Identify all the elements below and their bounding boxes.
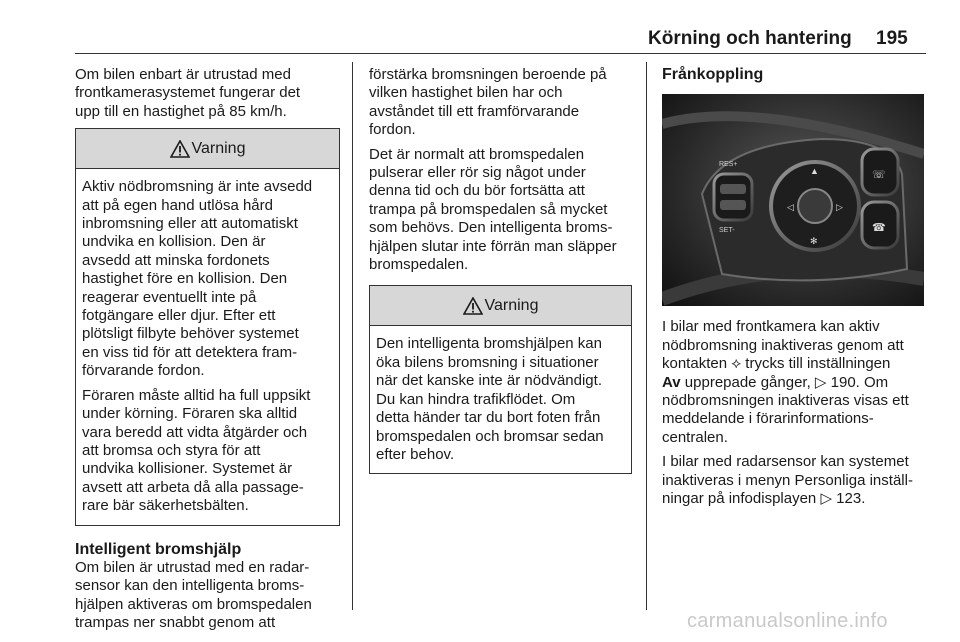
svg-text:▲: ▲ bbox=[810, 166, 819, 177]
page-reference-icon: ▷ bbox=[820, 490, 832, 508]
intro-paragraph: Om bilen enbart är utrustad med frontkamerasystemet fungerar det upp till en hastighet på 85 km/h. bbox=[75, 66, 301, 120]
section-paragraph: Om bilen är utrustad med en radar‐ sensor kan den intelligenta broms‐ hjälpen aktiveras om bromspedalen trampas ner snabbt genom att bbox=[75, 558, 312, 632]
warning-box-1 bbox=[75, 128, 340, 525]
page-title: Körning och hantering bbox=[648, 28, 852, 49]
header-divider bbox=[75, 53, 926, 54]
warning-body bbox=[76, 169, 339, 524]
svg-text:▷: ▷ bbox=[836, 202, 843, 213]
warning-paragraph-1: Aktiv nödbromsning är inte avsedd att på egen hand utlösa hård inbromsning eller att automatiskt undvika en kollision. Den är avsedd att minska fordonets hastighet före en kollision. Den reagerar eventuellt inte på fotgängare eller djur. Efter ett plötsligt filbyte behöver systemet en viss tid för att detektera fram‐ förvarande fordon. bbox=[82, 178, 313, 380]
column-3 bbox=[662, 66, 930, 508]
svg-text:SET-: SET- bbox=[719, 227, 735, 235]
warning-title: Varning bbox=[191, 139, 246, 157]
section-heading: Intelligent bromshjälp bbox=[75, 540, 242, 558]
paragraph-2: Det är normalt att bromspedalen pulserar eller rör sig något under denna tid och du bör fortsätta att trampa på bromspedalen så mycket som behövs. Den intelligenta broms‐ hjälpen slutar inte förrän man släpper bromspedalen. bbox=[369, 145, 617, 274]
section-heading: Frånkoppling bbox=[662, 66, 764, 83]
svg-text:☎: ☎ bbox=[872, 222, 886, 235]
warning-header bbox=[370, 286, 631, 326]
distance-switch-icon: ⟡ bbox=[731, 355, 742, 373]
deactivation-paragraph-2: I bilar med radarsensor kan systemet inaktiveras i menyn Personliga inställ‐ ningar på infodisplayen ▷ 123. bbox=[662, 453, 913, 508]
warning-box-2 bbox=[369, 285, 632, 474]
column-1 bbox=[75, 66, 341, 633]
svg-text:RES+: RES+ bbox=[719, 161, 738, 169]
warning-title: Varning bbox=[484, 296, 539, 314]
svg-text:☏: ☏ bbox=[872, 169, 886, 182]
deactivation-paragraph-1: I bilar med frontkamera kan aktiv nödbromsning inaktiveras genom att kontakten ⟡ trycks till inställningen Av upprepade gånger, ▷ 190. Om nödbromsningen inaktiveras visas ett meddelande i förarinformations‐ centralen. bbox=[662, 318, 909, 446]
column-divider-1 bbox=[352, 62, 353, 610]
svg-text:✻: ✻ bbox=[810, 236, 818, 247]
warning-icon bbox=[463, 297, 483, 315]
column-divider-2 bbox=[646, 62, 647, 610]
watermark: carmanualsonline.info bbox=[687, 610, 888, 632]
warning-body: Den intelligenta bromshjälpen kan öka bilens bromsning i situationer när det kanske inte är nödvändigt. Du kan hindra trafikflödet. Om detta händer tar du bort foten från bromspedalen och bromsar sedan efter behov. bbox=[376, 335, 604, 463]
column-2 bbox=[369, 66, 639, 474]
svg-text:◁: ◁ bbox=[787, 202, 794, 213]
warning-header bbox=[76, 129, 339, 169]
page-reference-icon: ▷ bbox=[814, 373, 827, 391]
paragraph-1: förstärka bromsningen beroende på vilken hastighet bilen har och avståndet till ett framförvarande fordon. bbox=[369, 66, 607, 139]
warning-paragraph-2: Föraren måste alltid ha full uppsikt under körning. Föraren ska alltid vara beredd att vidta åtgärder och att bromsa och styra för att undvika kollisioner. Systemet är avsett att arbeta då alla passage‐ rare bär säkerhetsbälten. bbox=[82, 386, 311, 515]
page-number: 195 bbox=[876, 28, 908, 49]
warning-icon bbox=[170, 140, 190, 158]
steering-wheel-image bbox=[662, 94, 924, 306]
intelligent-brake-section bbox=[75, 541, 341, 633]
